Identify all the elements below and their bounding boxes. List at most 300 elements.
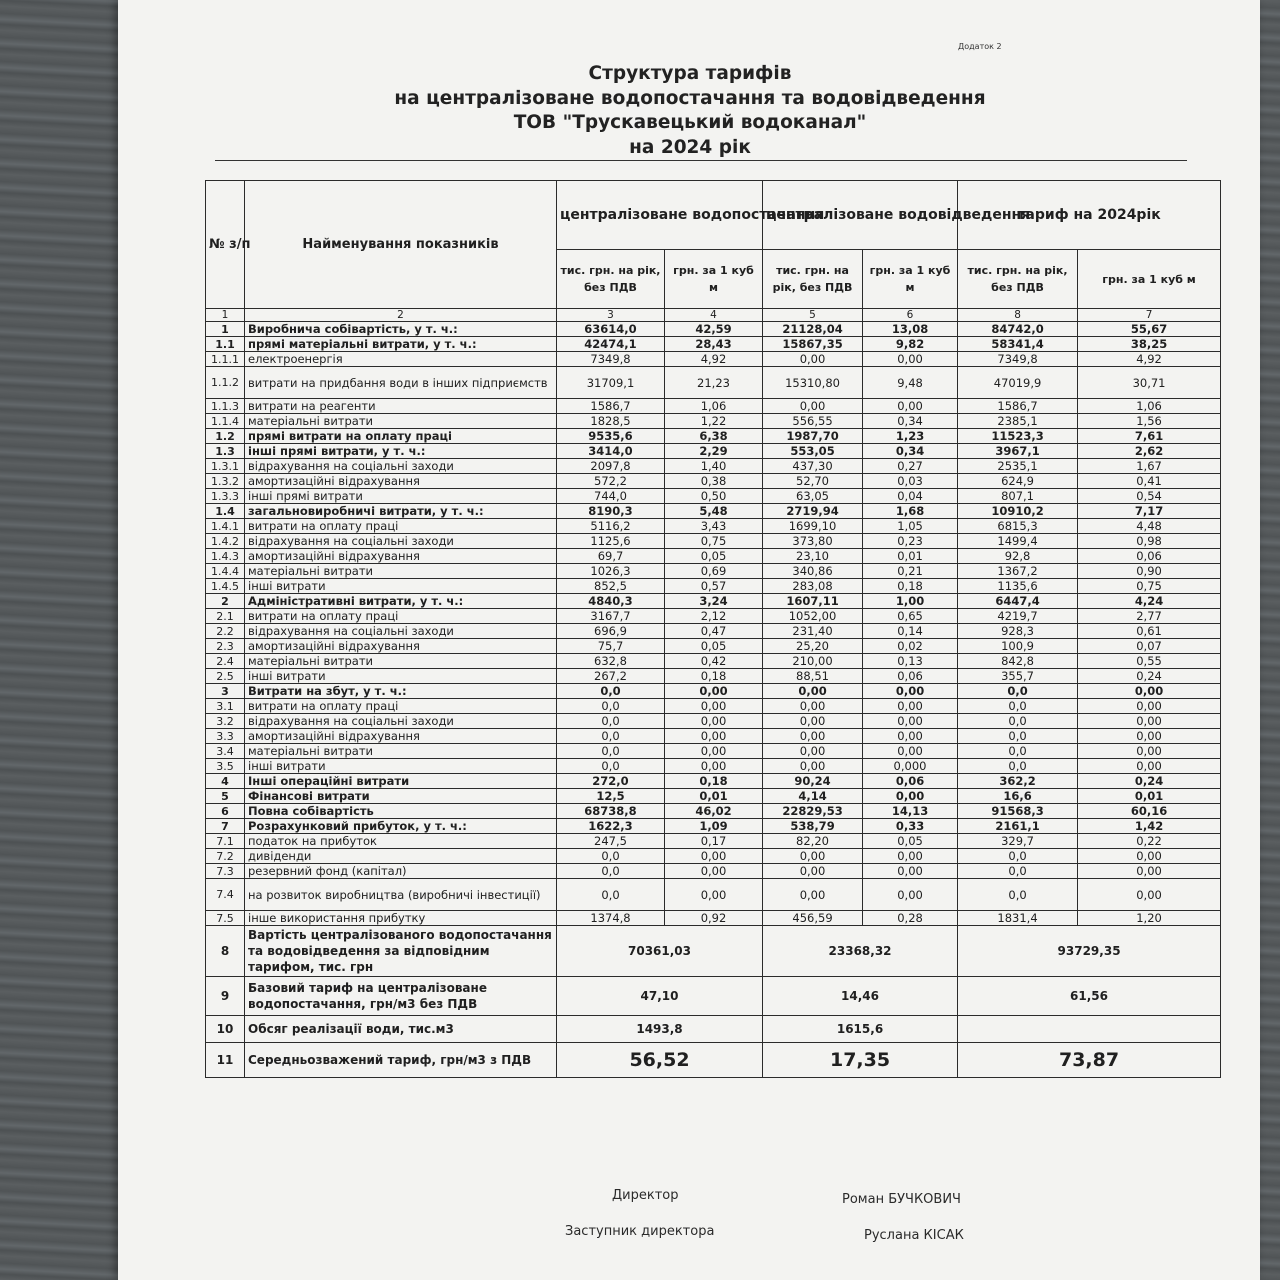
title-line-4: на 2024 рік: [629, 136, 751, 158]
cell-c4: 3,24: [665, 594, 763, 609]
cell-c4: 0,47: [665, 624, 763, 639]
row-number: 1.4.2: [206, 534, 245, 549]
cell-c5: 0,00: [763, 352, 863, 367]
cell-c8: 2161,1: [958, 819, 1078, 834]
cell-c8: 4219,7: [958, 609, 1078, 624]
row-number: 1.4.5: [206, 579, 245, 594]
summary-value-v1: 47,10: [557, 977, 763, 1016]
row-number: 2: [206, 594, 245, 609]
cell-c5: 88,51: [763, 669, 863, 684]
row-number: 4: [206, 774, 245, 789]
cell-c4: 0,05: [665, 549, 763, 564]
cell-c7: 7,61: [1078, 429, 1221, 444]
cell-c4: 0,00: [665, 759, 763, 774]
cell-c4: 1,06: [665, 399, 763, 414]
cell-c8: 1586,7: [958, 399, 1078, 414]
row-number: 7.4: [206, 879, 245, 911]
cell-c7: 0,00: [1078, 714, 1221, 729]
summary-name: Базовий тариф на централізоване водопостачання, грн/м3 без ПДВ: [245, 977, 557, 1016]
cell-c4: 0,57: [665, 579, 763, 594]
row-number: 3: [206, 684, 245, 699]
cell-c3: 75,7: [557, 639, 665, 654]
cell-c4: 3,43: [665, 519, 763, 534]
cell-c7: 1,20: [1078, 911, 1221, 926]
cell-c4: 0,05: [665, 639, 763, 654]
title-underline: [215, 160, 1187, 161]
row-name: відрахування на соціальні заходи: [245, 534, 557, 549]
table-row: [206, 534, 1221, 549]
cell-c5: 22829,53: [763, 804, 863, 819]
row-number: 1.4.3: [206, 549, 245, 564]
cell-c7: 2,77: [1078, 609, 1221, 624]
row-number: 2.5: [206, 669, 245, 684]
row-number: 3.4: [206, 744, 245, 759]
cell-c6: 0,34: [863, 444, 958, 459]
table-row: [206, 789, 1221, 804]
row-number: 3.2: [206, 714, 245, 729]
row-name: відрахування на соціальні заходи: [245, 624, 557, 639]
table-row: [206, 564, 1221, 579]
row-name: податок на прибуток: [245, 834, 557, 849]
table-row: [206, 911, 1221, 926]
cell-c4: 21,23: [665, 367, 763, 399]
cell-c7: 0,22: [1078, 834, 1221, 849]
cell-c7: 0,00: [1078, 684, 1221, 699]
cell-c6: 0,65: [863, 609, 958, 624]
row-number: 7.1: [206, 834, 245, 849]
cell-c4: 4,92: [665, 352, 763, 367]
cell-c8: 0,0: [958, 879, 1078, 911]
row-name: прямі витрати на оплату праці: [245, 429, 557, 444]
cell-c4: 2,12: [665, 609, 763, 624]
cell-c6: 0,00: [863, 714, 958, 729]
row-number: 1: [206, 322, 245, 337]
cell-c7: 0,24: [1078, 669, 1221, 684]
table-row: [206, 864, 1221, 879]
cell-c7: 0,24: [1078, 774, 1221, 789]
cell-c3: 247,5: [557, 834, 665, 849]
cell-c6: 1,68: [863, 504, 958, 519]
cell-c4: 0,00: [665, 684, 763, 699]
row-number: 1.1: [206, 337, 245, 352]
cell-c5: 15310,80: [763, 367, 863, 399]
cell-c8: 0,0: [958, 684, 1078, 699]
cell-c5: 553,05: [763, 444, 863, 459]
cell-c8: 0,0: [958, 714, 1078, 729]
cell-c5: 52,70: [763, 474, 863, 489]
table-row: [206, 804, 1221, 819]
document-title: [330, 62, 1050, 160]
cell-c5: 0,00: [763, 864, 863, 879]
table-row: [206, 414, 1221, 429]
cell-c6: 0,03: [863, 474, 958, 489]
cell-c4: 42,59: [665, 322, 763, 337]
header-no: № з/п: [206, 181, 245, 309]
row-name: матеріальні витрати: [245, 564, 557, 579]
row-name: відрахування на соціальні заходи: [245, 459, 557, 474]
cell-c7: 30,71: [1078, 367, 1221, 399]
column-index: 6: [863, 309, 958, 322]
cell-c3: 31709,1: [557, 367, 665, 399]
cell-c7: 0,90: [1078, 564, 1221, 579]
row-number: 2.3: [206, 639, 245, 654]
cell-c5: 23,10: [763, 549, 863, 564]
column-index: 5: [763, 309, 863, 322]
column-index: 7: [1078, 309, 1221, 322]
cell-c5: 373,80: [763, 534, 863, 549]
cell-c5: 0,00: [763, 879, 863, 911]
cell-c3: 852,5: [557, 579, 665, 594]
summary-value-v1: 56,52: [557, 1043, 763, 1078]
header-sub-thousand: тис. грн. на рік, без ПДВ: [763, 250, 863, 309]
header-drainage: централізоване водовідведення: [763, 181, 958, 250]
cell-c7: 1,67: [1078, 459, 1221, 474]
row-name: інші прямі витрати, у т. ч.:: [245, 444, 557, 459]
cell-c4: 0,00: [665, 729, 763, 744]
cell-c8: 3967,1: [958, 444, 1078, 459]
header-sub-per-m3: грн. за 1 куб м: [1078, 250, 1221, 309]
table-row: [206, 444, 1221, 459]
column-index: 4: [665, 309, 763, 322]
table-row: [206, 322, 1221, 337]
cell-c4: 1,09: [665, 819, 763, 834]
table-row: [206, 699, 1221, 714]
cell-c5: 340,86: [763, 564, 863, 579]
cell-c3: 1586,7: [557, 399, 665, 414]
cell-c3: 632,8: [557, 654, 665, 669]
cell-c5: 283,08: [763, 579, 863, 594]
cell-c6: 0,000: [863, 759, 958, 774]
cell-c3: 2097,8: [557, 459, 665, 474]
row-number: 1.1.4: [206, 414, 245, 429]
cell-c7: 0,01: [1078, 789, 1221, 804]
cell-c6: 13,08: [863, 322, 958, 337]
cell-c8: 0,0: [958, 744, 1078, 759]
cell-c5: 556,55: [763, 414, 863, 429]
cell-c7: 2,62: [1078, 444, 1221, 459]
title-line-1: Структура тарифів: [588, 63, 792, 84]
row-number: 2.4: [206, 654, 245, 669]
cell-c5: 0,00: [763, 714, 863, 729]
row-name: Адміністративні витрати, у т. ч.:: [245, 594, 557, 609]
row-name: матеріальні витрати: [245, 414, 557, 429]
summary-value-v2: 14,46: [763, 977, 958, 1016]
cell-c8: 0,0: [958, 699, 1078, 714]
cell-c3: 0,0: [557, 744, 665, 759]
cell-c5: 0,00: [763, 684, 863, 699]
cell-c6: 9,48: [863, 367, 958, 399]
row-number: 1.3.1: [206, 459, 245, 474]
table-row: [206, 774, 1221, 789]
row-name: витрати на оплату праці: [245, 609, 557, 624]
row-number: 1.3.3: [206, 489, 245, 504]
cell-c3: 0,0: [557, 699, 665, 714]
table-row: [206, 579, 1221, 594]
cell-c4: 0,38: [665, 474, 763, 489]
cell-c5: 0,00: [763, 849, 863, 864]
row-number: 1.1.2: [206, 367, 245, 399]
title-line-3: ТОВ "Трускавецький водоканал": [513, 112, 867, 133]
cell-c3: 1125,6: [557, 534, 665, 549]
cell-c7: 0,00: [1078, 864, 1221, 879]
cell-c4: 0,00: [665, 699, 763, 714]
cell-c5: 90,24: [763, 774, 863, 789]
cell-c7: 0,00: [1078, 744, 1221, 759]
cell-c8: 329,7: [958, 834, 1078, 849]
table-row: [206, 714, 1221, 729]
row-name: інші прямі витрати: [245, 489, 557, 504]
row-number: 7.3: [206, 864, 245, 879]
table-row: [206, 834, 1221, 849]
row-name: інше використання прибутку: [245, 911, 557, 926]
cell-c6: 0,00: [863, 352, 958, 367]
row-name: інші витрати: [245, 669, 557, 684]
cell-c4: 5,48: [665, 504, 763, 519]
column-index: 8: [958, 309, 1078, 322]
cell-c4: 0,69: [665, 564, 763, 579]
row-number: 6: [206, 804, 245, 819]
cell-c4: 0,00: [665, 879, 763, 911]
cell-c6: 0,00: [863, 699, 958, 714]
cell-c8: 7349,8: [958, 352, 1078, 367]
cell-c5: 2719,94: [763, 504, 863, 519]
column-index: 1: [206, 309, 245, 322]
cell-c8: 0,0: [958, 849, 1078, 864]
table-row: [206, 489, 1221, 504]
row-number: 11: [206, 1043, 245, 1078]
deputy-name: Руслана КІСАК: [864, 1228, 964, 1243]
table-row: [206, 429, 1221, 444]
summary-value-v3: 73,87: [958, 1043, 1221, 1078]
cell-c5: 1699,10: [763, 519, 863, 534]
header-name: Найменування показників: [245, 181, 557, 309]
cell-c7: 0,54: [1078, 489, 1221, 504]
cell-c5: 0,00: [763, 399, 863, 414]
header-sub-per-m3: грн. за 1 куб м: [863, 250, 958, 309]
summary-name: Середньозважений тариф, грн/м3 з ПДВ: [245, 1043, 557, 1078]
cell-c8: 355,7: [958, 669, 1078, 684]
row-number: 1.4.1: [206, 519, 245, 534]
row-name: Інші операційні витрати: [245, 774, 557, 789]
row-name: витрати на придбання води в інших підприємств: [245, 367, 557, 399]
cell-c5: 21128,04: [763, 322, 863, 337]
row-name: Повна собівартість: [245, 804, 557, 819]
cell-c6: 0,06: [863, 774, 958, 789]
deputy-title: Заступник директора: [565, 1224, 715, 1239]
cell-c7: 0,61: [1078, 624, 1221, 639]
cell-c7: 0,00: [1078, 849, 1221, 864]
row-name: амортизаційні відрахування: [245, 729, 557, 744]
row-number: 8: [206, 926, 245, 977]
cell-c3: 0,0: [557, 684, 665, 699]
cell-c7: 55,67: [1078, 322, 1221, 337]
cell-c6: 1,23: [863, 429, 958, 444]
cell-c8: 624,9: [958, 474, 1078, 489]
row-number: 7.2: [206, 849, 245, 864]
cell-c8: 6815,3: [958, 519, 1078, 534]
row-name: електроенергія: [245, 352, 557, 367]
summary-value-v2: 23368,32: [763, 926, 958, 977]
row-number: 1.3.2: [206, 474, 245, 489]
header-water-supply: централізоване водопостачання: [557, 181, 763, 250]
cell-c4: 0,00: [665, 714, 763, 729]
row-name: дивіденди: [245, 849, 557, 864]
table-row: [206, 519, 1221, 534]
director-title: Директор: [612, 1188, 679, 1203]
cell-c8: 47019,9: [958, 367, 1078, 399]
cell-c5: 210,00: [763, 654, 863, 669]
cell-c3: 0,0: [557, 849, 665, 864]
cell-c3: 0,0: [557, 864, 665, 879]
row-number: 1.1.1: [206, 352, 245, 367]
cell-c4: 1,40: [665, 459, 763, 474]
summary-value-v2: 1615,6: [763, 1016, 958, 1043]
table-row: [206, 549, 1221, 564]
cell-c8: 16,6: [958, 789, 1078, 804]
cell-c3: 696,9: [557, 624, 665, 639]
cell-c6: 1,00: [863, 594, 958, 609]
cell-c3: 572,2: [557, 474, 665, 489]
cell-c4: 0,17: [665, 834, 763, 849]
cell-c8: 1831,4: [958, 911, 1078, 926]
cell-c5: 0,00: [763, 744, 863, 759]
cell-c5: 82,20: [763, 834, 863, 849]
cell-c3: 272,0: [557, 774, 665, 789]
row-number: 1.2: [206, 429, 245, 444]
cell-c3: 744,0: [557, 489, 665, 504]
cell-c7: 4,92: [1078, 352, 1221, 367]
cell-c3: 0,0: [557, 714, 665, 729]
row-number: 1.4.4: [206, 564, 245, 579]
cell-c4: 0,75: [665, 534, 763, 549]
table-row: [206, 609, 1221, 624]
row-name: на розвиток виробництва (виробничі інвестиції): [245, 879, 557, 911]
summary-value-v1: 1493,8: [557, 1016, 763, 1043]
cell-c4: 0,50: [665, 489, 763, 504]
row-name: матеріальні витрати: [245, 744, 557, 759]
cell-c6: 14,13: [863, 804, 958, 819]
cell-c8: 362,2: [958, 774, 1078, 789]
cell-c8: 807,1: [958, 489, 1078, 504]
row-name: витрати на оплату праці: [245, 519, 557, 534]
cell-c6: 0,00: [863, 864, 958, 879]
cell-c7: 0,00: [1078, 759, 1221, 774]
cell-c5: 1052,00: [763, 609, 863, 624]
cell-c5: 1607,11: [763, 594, 863, 609]
cell-c8: 58341,4: [958, 337, 1078, 352]
cell-c3: 0,0: [557, 879, 665, 911]
cell-c7: 0,75: [1078, 579, 1221, 594]
cell-c7: 0,55: [1078, 654, 1221, 669]
table-row: [206, 352, 1221, 367]
cell-c5: 231,40: [763, 624, 863, 639]
summary-value-v1: 70361,03: [557, 926, 763, 977]
cell-c3: 5116,2: [557, 519, 665, 534]
column-index-row: [206, 309, 1221, 322]
summary-row: [206, 1043, 1221, 1078]
cell-c6: 0,00: [863, 849, 958, 864]
cell-c5: 0,00: [763, 759, 863, 774]
cell-c6: 0,02: [863, 639, 958, 654]
summary-value-v2: 17,35: [763, 1043, 958, 1078]
cell-c8: 1499,4: [958, 534, 1078, 549]
table-row: [206, 744, 1221, 759]
header-sub-thousand: тис. грн. на рік, без ПДВ: [557, 250, 665, 309]
cell-c6: 0,28: [863, 911, 958, 926]
table-row: [206, 729, 1221, 744]
row-name: витрати на оплату праці: [245, 699, 557, 714]
cell-c7: 0,06: [1078, 549, 1221, 564]
row-name: матеріальні витрати: [245, 654, 557, 669]
cell-c8: 91568,3: [958, 804, 1078, 819]
cell-c7: 0,00: [1078, 879, 1221, 911]
cell-c5: 25,20: [763, 639, 863, 654]
cell-c5: 0,00: [763, 729, 863, 744]
cell-c8: 0,0: [958, 759, 1078, 774]
table-row: [206, 654, 1221, 669]
row-name: відрахування на соціальні заходи: [245, 714, 557, 729]
cell-c5: 437,30: [763, 459, 863, 474]
cell-c4: 6,38: [665, 429, 763, 444]
cell-c4: 46,02: [665, 804, 763, 819]
cell-c6: 0,14: [863, 624, 958, 639]
table-row: [206, 669, 1221, 684]
cell-c4: 0,00: [665, 744, 763, 759]
table-row: [206, 504, 1221, 519]
cell-c3: 3167,7: [557, 609, 665, 624]
tariff-table: [205, 180, 1221, 1078]
cell-c3: 69,7: [557, 549, 665, 564]
cell-c6: 0,27: [863, 459, 958, 474]
cell-c7: 0,00: [1078, 729, 1221, 744]
table-row: [206, 759, 1221, 774]
cell-c3: 0,0: [557, 729, 665, 744]
cell-c3: 1026,3: [557, 564, 665, 579]
cell-c3: 12,5: [557, 789, 665, 804]
cell-c7: 0,00: [1078, 699, 1221, 714]
table-row: [206, 624, 1221, 639]
cell-c5: 1987,70: [763, 429, 863, 444]
cell-c7: 0,41: [1078, 474, 1221, 489]
cell-c8: 1135,6: [958, 579, 1078, 594]
summary-name: Вартість централізованого водопостачання та водовідведення за відповідним тарифом, тис. грн: [245, 926, 557, 977]
cell-c4: 0,00: [665, 864, 763, 879]
row-number: 5: [206, 789, 245, 804]
cell-c3: 3414,0: [557, 444, 665, 459]
row-number: 3.1: [206, 699, 245, 714]
cell-c4: 0,42: [665, 654, 763, 669]
cell-c8: 0,0: [958, 864, 1078, 879]
row-number: 3.5: [206, 759, 245, 774]
cell-c3: 63614,0: [557, 322, 665, 337]
row-number: 1.3: [206, 444, 245, 459]
cell-c4: 0,92: [665, 911, 763, 926]
cell-c8: 2385,1: [958, 414, 1078, 429]
row-number: 2.1: [206, 609, 245, 624]
row-name: Виробнича собівартість, у т. ч.:: [245, 322, 557, 337]
cell-c6: 0,34: [863, 414, 958, 429]
table-row: [206, 819, 1221, 834]
cell-c3: 1828,5: [557, 414, 665, 429]
table-row: [206, 337, 1221, 352]
table-row: [206, 639, 1221, 654]
cell-c8: 0,0: [958, 729, 1078, 744]
annex-label: Додаток 2: [958, 42, 1002, 51]
table-row: [206, 459, 1221, 474]
cell-c8: 11523,3: [958, 429, 1078, 444]
cell-c8: 6447,4: [958, 594, 1078, 609]
table-row: [206, 367, 1221, 399]
